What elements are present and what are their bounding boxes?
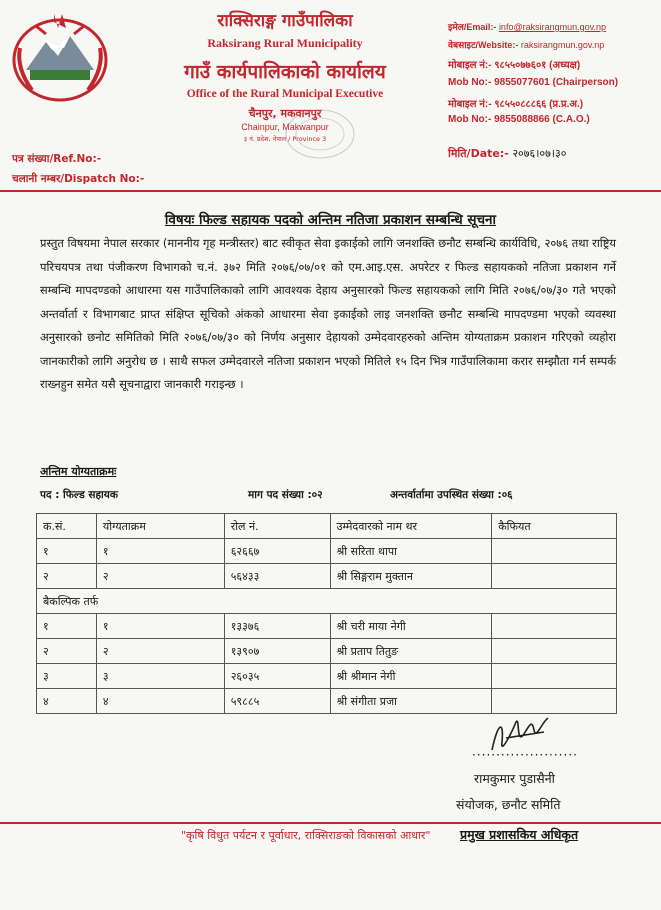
table-header: रोल नं. [224, 514, 330, 539]
cao-stamp: प्रमुख प्रशासकिय अधिकृत [460, 827, 579, 842]
table-cell: १३३७६ [224, 614, 330, 639]
header-rule [0, 190, 661, 192]
signatory-name: रामकुमार पुडासैनी [474, 771, 555, 786]
table-cell: श्री चरी माया नेगी [330, 614, 492, 639]
date-line: मिति/Date:- २०७६।०७।३० [448, 147, 567, 160]
table-cell: श्री संगीता प्रजा [330, 689, 492, 714]
table-cell: ४ [96, 689, 224, 714]
office-name-np: गाउँ कार्यपालिकाको कार्यालय [184, 61, 386, 83]
table-cell: १३९०७ [224, 639, 330, 664]
table-header: क.सं. [37, 514, 97, 539]
table-cell: १ [96, 539, 224, 564]
table-cell: श्री श्रीमान नेगी [330, 664, 492, 689]
demand-count: माग पद संख्या :०२ [248, 489, 323, 501]
contact-website: वेबसाइट/Website:- raksirangmun.gov.np [448, 40, 605, 50]
contact-email: इमेल/Email:- info@raksirangmun.gov.np [448, 22, 606, 32]
footer-rule [0, 822, 661, 824]
table-cell: श्री सिङ्गराम मुक्तान [330, 564, 492, 589]
contact-mobile-np-cao: मोबाइल नं:- ९८५५०८८८६६ (प्र.प्र.अ.) [448, 99, 584, 110]
merit-table [36, 513, 617, 714]
table-header: योग्यताक्रम [96, 514, 224, 539]
table-cell: १ [37, 614, 97, 639]
nepal-emblem-icon [6, 8, 114, 108]
interview-present-count: अन्तर्वार्तामा उपस्थित संख्या :०६ [390, 489, 513, 501]
table-cell: १ [96, 614, 224, 639]
table-cell: २ [96, 564, 224, 589]
table-header: उम्मेदवारको नाम थर [330, 514, 492, 539]
office-name-en: Office of the Rural Municipal Executive [186, 88, 384, 100]
table-cell: श्री प्रताप तितुङ [330, 639, 492, 664]
table-cell [492, 639, 617, 664]
contact-mobile-en-chair: Mob No:- 9855077601 (Chairperson) [448, 77, 619, 88]
place-np: चैनपुर, मकवानपुर [248, 107, 322, 120]
dispatch-number-label: चलानी नम्बर/Dispatch No:- [12, 173, 145, 185]
alternate-section-row [37, 589, 617, 614]
signature-dotted-line: ······················ [472, 748, 578, 762]
table-cell: ५९८८५ [224, 689, 330, 714]
table-cell: ५६४३३ [224, 564, 330, 589]
ref-number-label: पत्र संख्या/Ref.No:- [12, 153, 102, 165]
table-row [37, 564, 617, 589]
table-header-row [37, 514, 617, 539]
table-cell: श्री सरिता थापा [330, 539, 492, 564]
table-cell: २६०३५ [224, 664, 330, 689]
alternate-section-label: बैकल्पिक तर्फ [37, 589, 617, 614]
table-row [37, 664, 617, 689]
table-cell: ३ [96, 664, 224, 689]
merit-list-caption: अन्तिम योग्यताक्रमः [40, 465, 117, 478]
table-cell [492, 664, 617, 689]
footer-slogan: "कृषि विधुत पर्यटन र पूर्वाधार, राक्सिराङको विकासको आधार" [181, 829, 431, 842]
table-cell: २ [96, 639, 224, 664]
table-header: कैफियत [492, 514, 617, 539]
table-cell: १ [37, 539, 97, 564]
notice-body: प्रस्तुत विषयमा नेपाल सरकार (माननीय गृह मन्त्रीस्तर) बाट स्वीकृत सेवा इकाईको लागि जनशक्ति छनौट सम्बन्धि कार्यविधि, २०७६ तथा राष्ट्रिय परिचयपत्र तथा पंजीकरण विभागको च.नं. ३७२ मिति २०७६/०७/०१ को एम.आइ.एस. अपरेटर र फिल्ड सहायकको नतिजा प्रकाशन गर्ने सम्बन्धि मापदण्डको आधारमा यस गाउँपालिकाको लागि आवश्यक देहाय अनुसारको फिल्ड सहायकको लागि मिति २०७६/०७/३० गते भएको अन्तर्वार्ता र विभागबाट प्राप्त संक्षिप्त सूचिको अंकको आधारमा सेवा इकाईको लाइ जनशक्ति छनौट सम्बन्धि मापदण्डमा भएको व्यवस्था अनुसारको छनोट समितिको मिति २०७६/०७/३० को निर्णय अनुसार देहायको उम्मेदवारहरुको अन्तिम योग्यताक्रम प्रकाशन गरिएको व्यहोरा जानकारीको लागि अनुरोध छ । साथै सफल उम्मेदवारले नतिजा प्रकाशन भएको मितिले १५ दिन भित्र गाउँपालिकामा करार सम्झौता गर्न सम्पर्क राख्नहुन समेत यसै सूचनाद्वारा जानकारी गराइन्छ । [40, 236, 616, 391]
table-cell: ६२६६७ [224, 539, 330, 564]
table-cell [492, 564, 617, 589]
post-label: पद : फिल्ड सहायक [40, 489, 118, 501]
office-seal-icon [230, 104, 360, 164]
table-cell: ३ [37, 664, 97, 689]
place-en: Chainpur, Makwanpur [241, 122, 329, 132]
table-cell [492, 539, 617, 564]
contact-mobile-en-cao: Mob No:- 9855088866 (C.A.O.) [448, 114, 590, 125]
table-row [37, 614, 617, 639]
table-cell: २ [37, 639, 97, 664]
table-row [37, 689, 617, 714]
table-cell [492, 689, 617, 714]
municipality-name-en: Raksirang Rural Municipality [207, 36, 363, 50]
table-cell: ४ [37, 689, 97, 714]
contact-mobile-np-chair: मोबाइल नं:- ९८५५०७७६०१ (अध्यक्ष) [448, 60, 581, 71]
subject-line: विषयः फिल्ड सहायक पदको अन्तिम नतिजा प्रकाशन सम्बन्धि सूचना [164, 212, 497, 228]
signatory-role: संयोजक, छनौट समिति [456, 797, 561, 812]
table-cell: २ [37, 564, 97, 589]
table-row [37, 539, 617, 564]
municipality-name-np: राक्सिराङ्ग गाउँपालिका [217, 11, 353, 31]
table-cell [492, 614, 617, 639]
province-line: ३ नं. प्रदेश, नेपाल / Province 3 [243, 135, 327, 143]
table-row [37, 639, 617, 664]
